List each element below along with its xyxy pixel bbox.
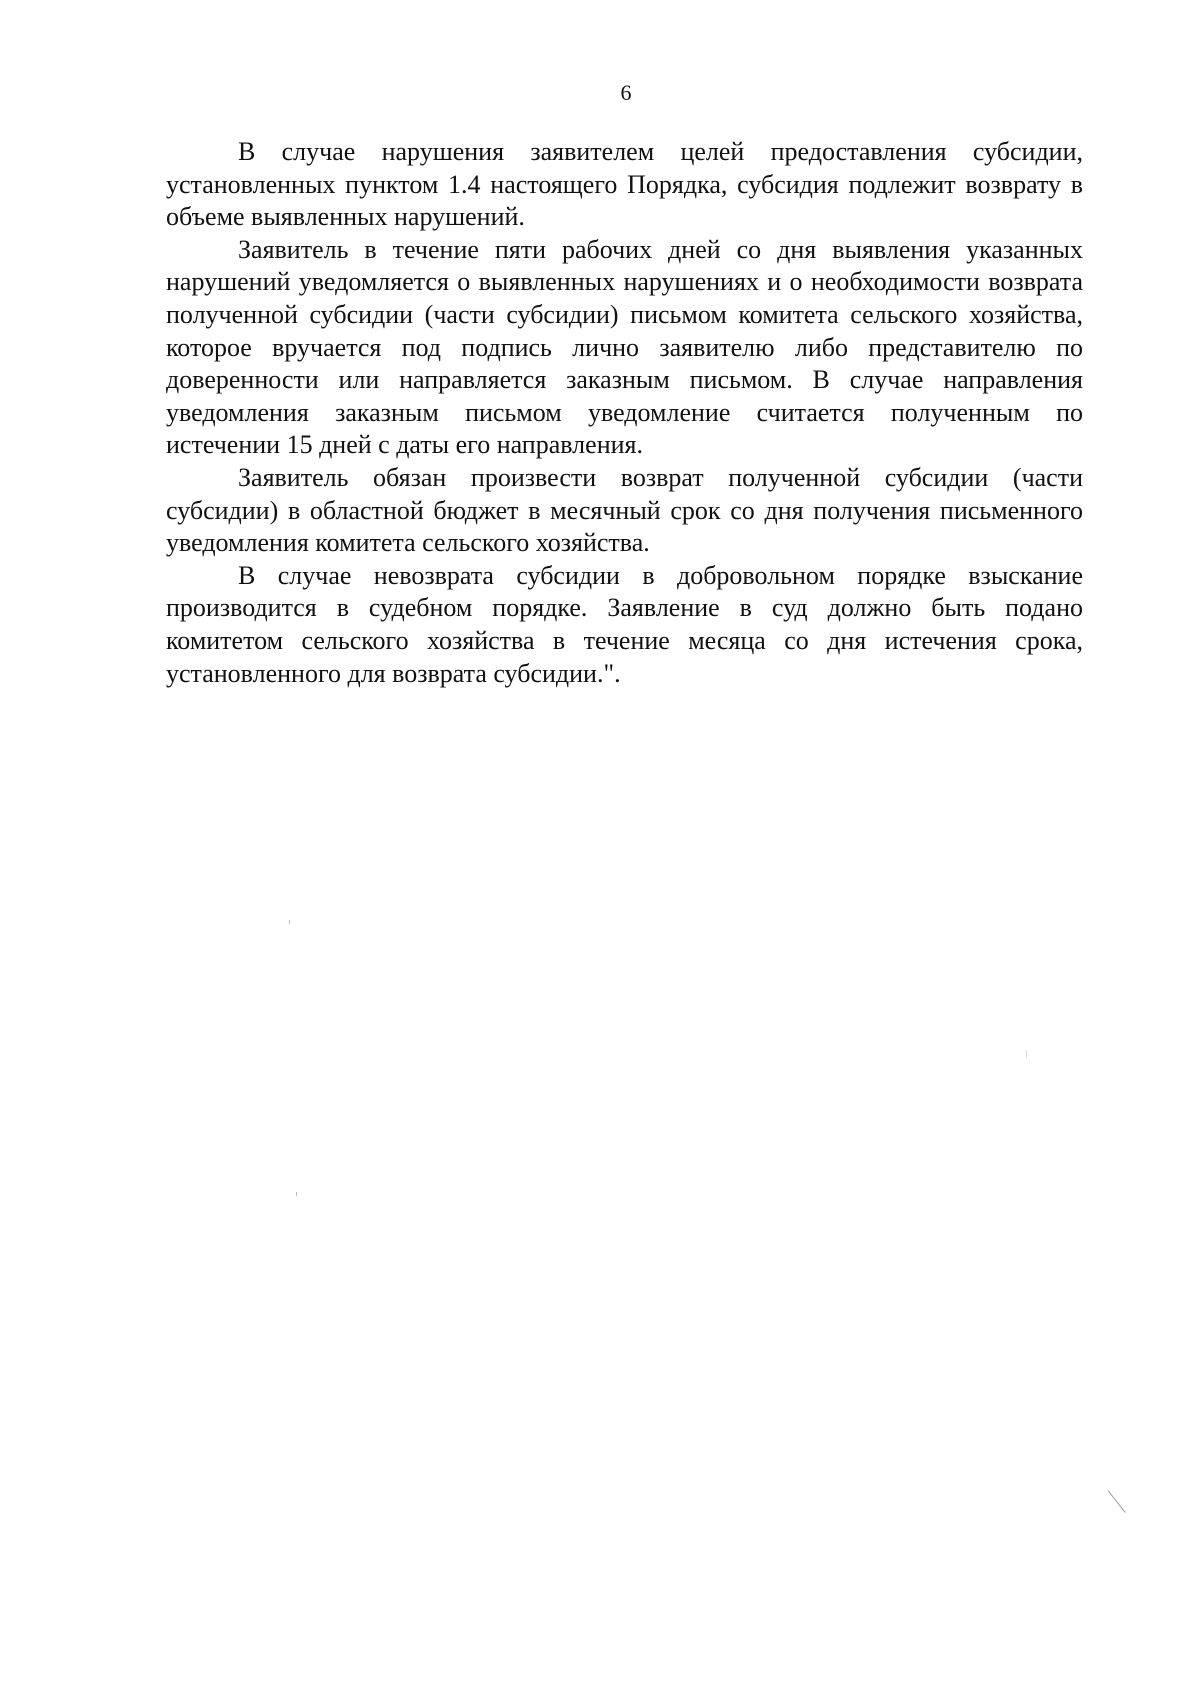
scan-speck: [1026, 1050, 1027, 1058]
scan-stroke-mark: [1108, 1490, 1126, 1513]
page-number: 6: [620, 80, 632, 105]
paragraph-return-obligation: Заявитель обязан произвести возврат полученной субсидии (части субсидии) в областной бюджет в месячный срок со дня получения письменного уведомления комитета сельского хозяйства.: [166, 462, 1083, 558]
scan-speck: [289, 920, 290, 924]
scan-speck: [296, 1192, 297, 1196]
paragraph-violation-return: В случае нарушения заявителем целей предоставления субсидии, установленных пунктом 1.4 настоящего Порядка, субсидия подлежит возврату в объеме выявленных нарушений.: [166, 137, 1083, 232]
paragraph-notification: Заявитель в течение пяти рабочих дней со дня выявления указанных нарушений уведомляется о выявленных нарушениях и о необходимости возврата полученной субсидии (части субсидии) письмом комитета сельского хозяйства, которое вручается под подпись лично заявителю либо представителю по доверенности или направляется заказным письмом. В случае направления уведомления заказным письмом уведомление считается полученным по истечении 15 дней с даты его направления.: [166, 234, 1083, 460]
document-body: [166, 136, 1083, 690]
paragraph-court-recovery: В случае невозврата субсидии в добровольном порядке взыскание производится в судебном порядке. Заявление в суд должно быть подано комитетом сельского хозяйства в течение месяца со дня истечения срока, установленного для возврата субсидии.".: [166, 560, 1083, 688]
